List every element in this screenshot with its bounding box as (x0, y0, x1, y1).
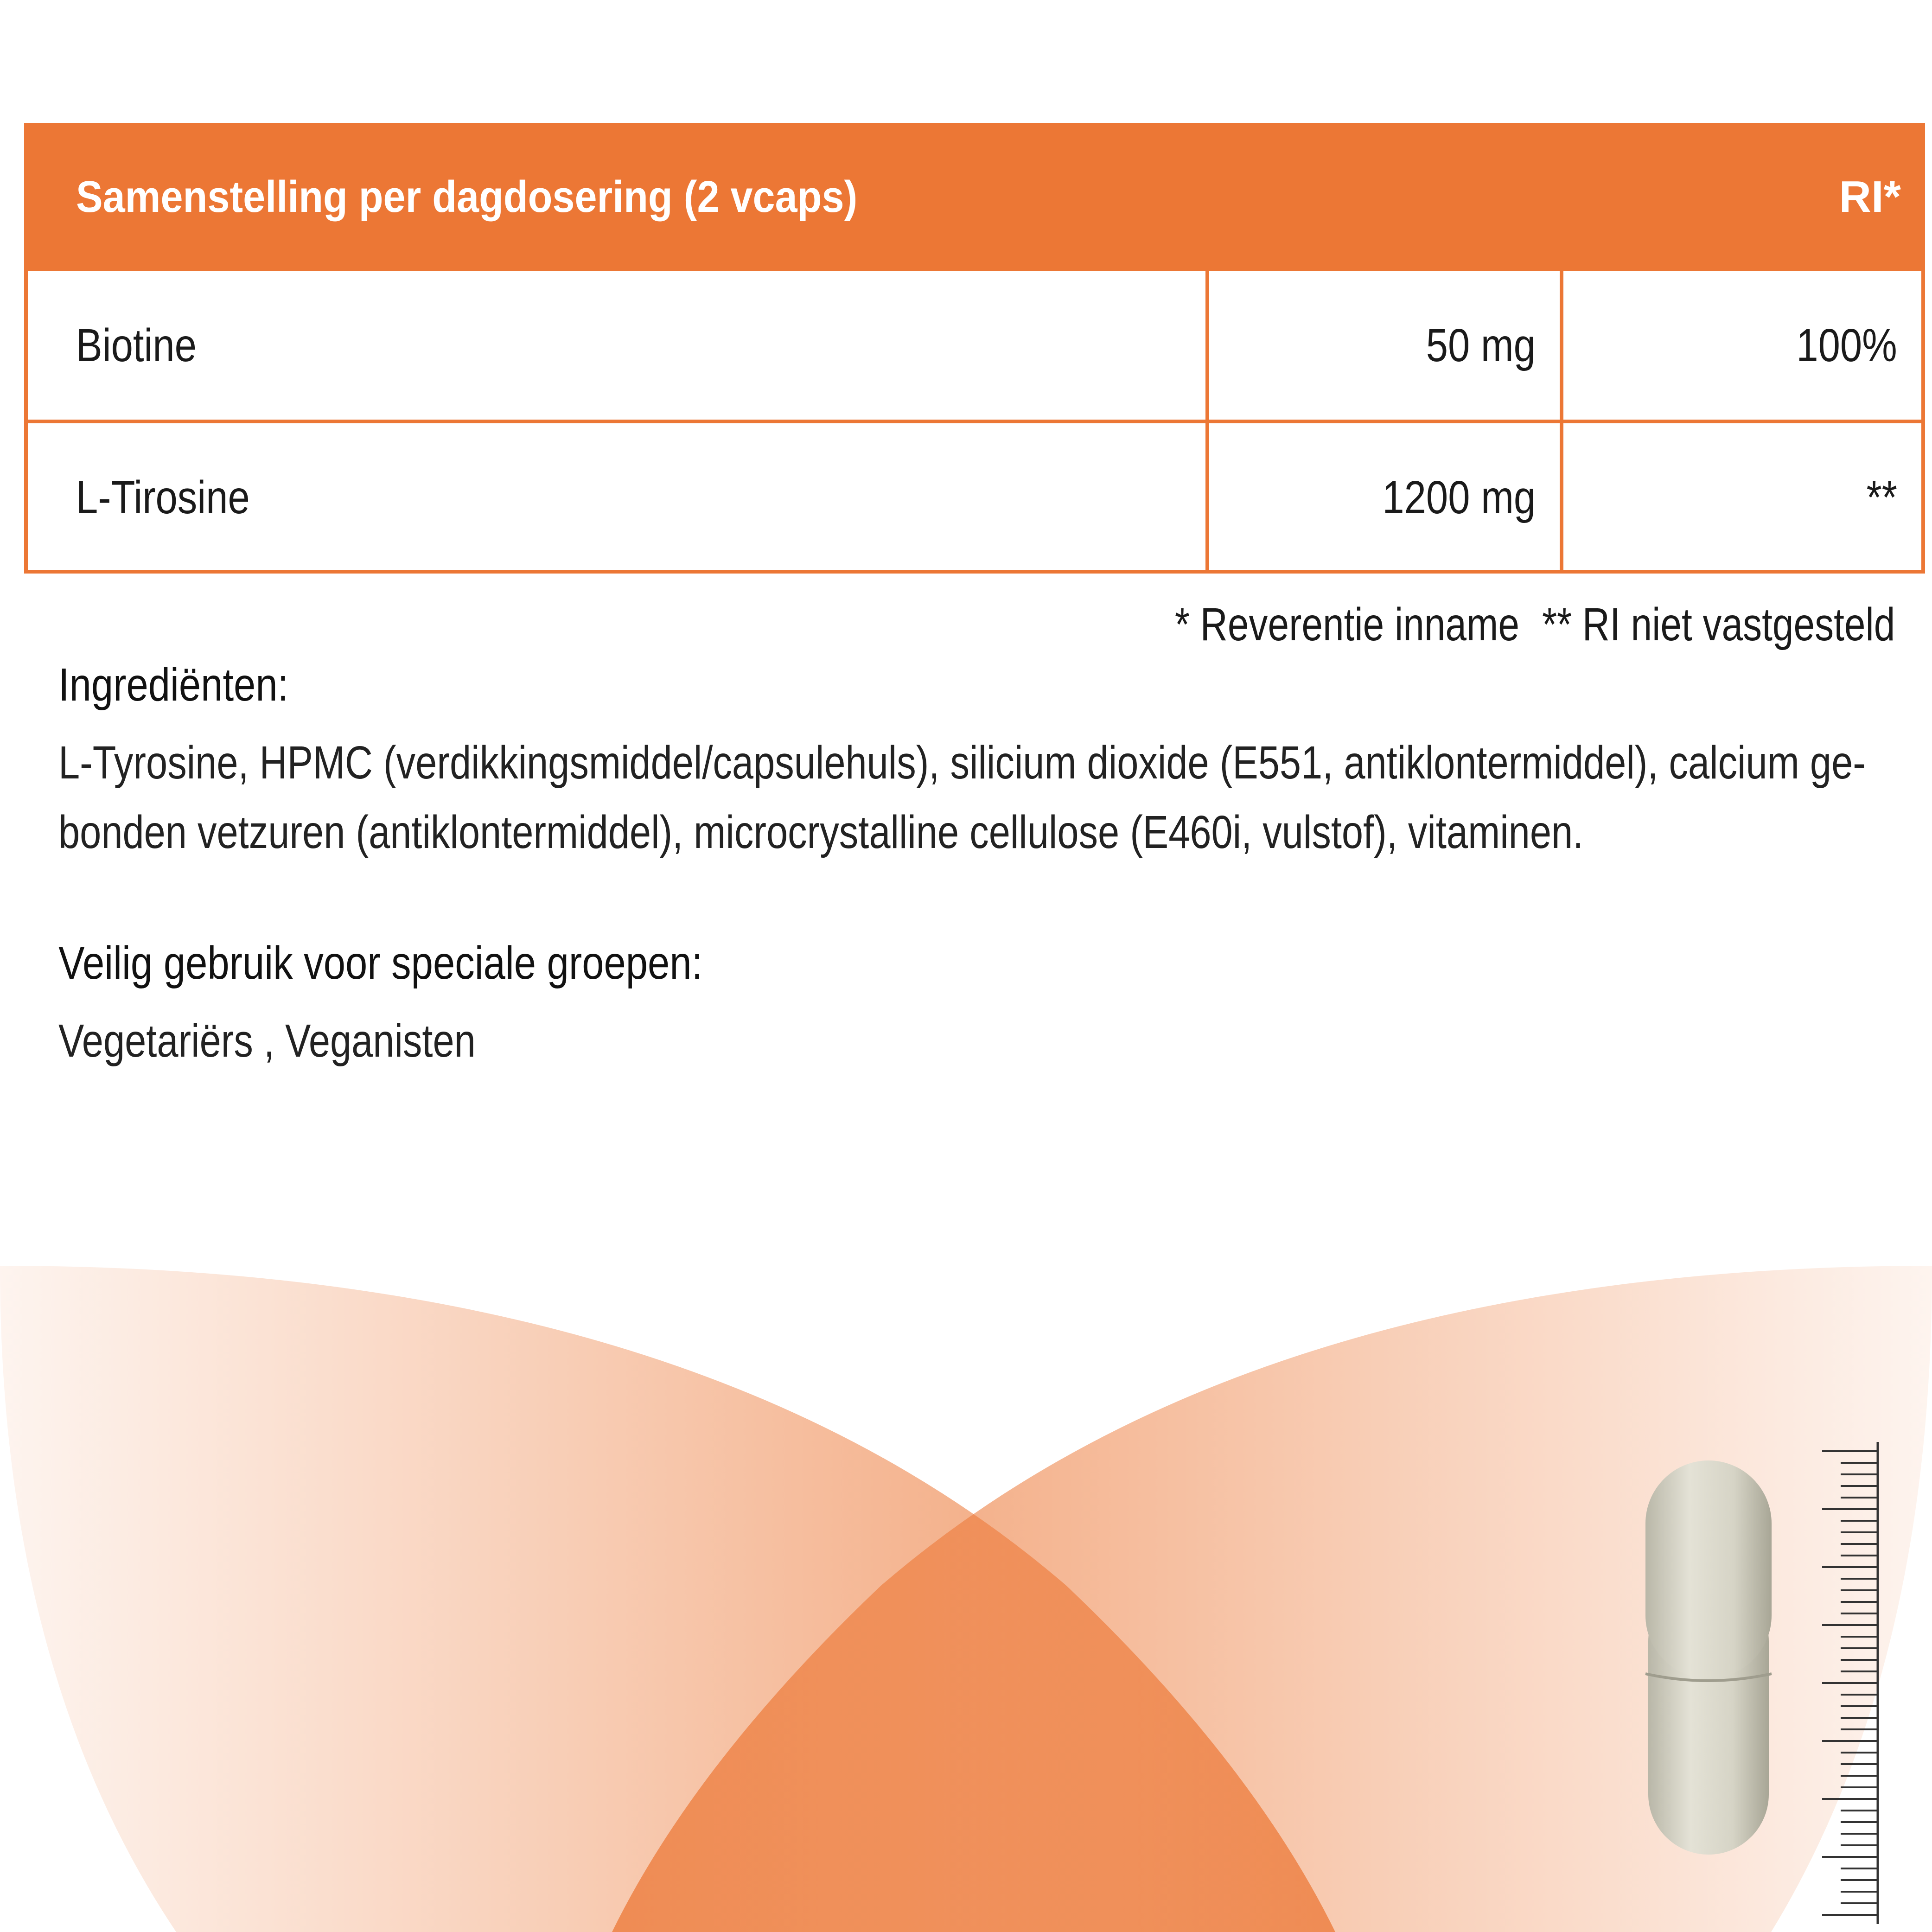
amount-cell (1205, 423, 1563, 570)
nutrient-name: L-Tirosine (76, 472, 250, 523)
nutrient-name: Biotine (76, 319, 197, 371)
table-row (28, 271, 1921, 423)
footnote-ri: * Reverentie inname (1174, 599, 1519, 650)
table-header (24, 123, 1925, 271)
footnote-ri-not-set: ** RI niet vastgesteld (1542, 599, 1895, 650)
ingredients-line-1: L-Tyrosine, HPMC (verdikkingsmiddel/capsulehuls), silicium dioxide (E551, antiklontermiddel), calcium ge- (58, 737, 1866, 789)
ri-cell (1563, 423, 1921, 570)
ingredients-title: Ingrediënten: (58, 659, 289, 711)
table-header-ri: RI* (1839, 172, 1901, 222)
safe-use-text: Vegetariërs , Veganisten (58, 1015, 476, 1067)
nutrition-table (24, 123, 1925, 574)
safe-use-title: Veilig gebruik voor speciale groepen: (58, 937, 703, 989)
nutrient-ri: ** (1866, 472, 1897, 523)
nutrient-amount: 50 mg (1426, 319, 1536, 371)
table-row (28, 423, 1921, 570)
table-header-title: Samenstelling per dagdosering (2 vcaps) (76, 172, 858, 222)
ingredients-line-2: bonden vetzuren (antiklontermiddel), microcrystalline cellulose (E460i, vulstof), vitaminen. (58, 806, 1584, 858)
nutrient-ri: 100% (1796, 319, 1897, 371)
nutrient-amount: 1200 mg (1382, 472, 1536, 523)
table-footnote (1152, 598, 1895, 651)
amount-cell (1205, 271, 1563, 420)
ri-cell (1563, 271, 1921, 420)
capsule-image (1644, 1456, 1778, 1859)
ruler-scale (1808, 1442, 1882, 1924)
